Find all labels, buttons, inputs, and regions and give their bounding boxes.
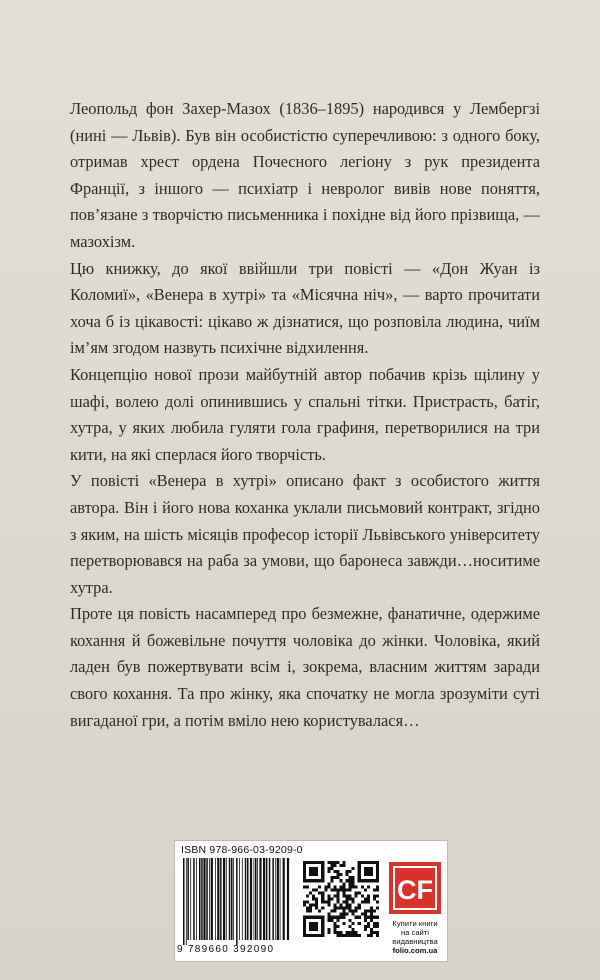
qr-module	[333, 907, 336, 910]
qr-module	[327, 867, 330, 870]
qr-module	[303, 904, 306, 907]
barcode-bar	[245, 858, 247, 940]
qr-module	[330, 864, 333, 867]
qr-module	[333, 870, 336, 873]
qr-module	[327, 919, 330, 922]
barcode-bar	[187, 858, 189, 940]
qr-module	[336, 931, 339, 934]
qr-module	[333, 876, 336, 879]
qr-module	[339, 864, 342, 867]
qr-module	[367, 925, 370, 928]
qr-module	[312, 894, 315, 897]
barcode-bar	[193, 858, 195, 940]
qr-module	[346, 879, 349, 882]
qr-module	[358, 934, 361, 937]
qr-module	[355, 916, 358, 919]
qr-module	[367, 916, 370, 919]
qr-module	[352, 867, 355, 870]
qr-module	[339, 904, 342, 907]
qr-module	[355, 894, 358, 897]
qr-module	[373, 888, 376, 891]
qr-module	[370, 928, 373, 931]
qr-module	[376, 907, 379, 910]
qr-module	[370, 916, 373, 919]
barcode-bar	[186, 858, 187, 945]
qr-module	[333, 885, 336, 888]
qr-module	[373, 910, 376, 913]
qr-module	[349, 934, 352, 937]
qr-module	[364, 910, 367, 913]
barcode-bar	[233, 858, 234, 940]
qr-module	[343, 907, 346, 910]
qr-module	[370, 907, 373, 910]
qr-module	[346, 897, 349, 900]
qr-module	[306, 894, 309, 897]
barcode-bar	[242, 858, 243, 940]
qr-module	[309, 891, 312, 894]
qr-module	[376, 894, 379, 897]
qr-module	[312, 904, 315, 907]
qr-module	[330, 888, 333, 891]
barcode-bar	[199, 858, 201, 940]
qr-module	[336, 897, 339, 900]
blurb-paragraph-3: Концепцію нової прози майбутній автор побачив крізь щілину у шафі, волею долі опинившись у спальні тітки. Пристрасть, батіг, хутра, у яких любила гуляти гола графиня, перетворилися на три кити, на які сперлася його творчість.	[70, 364, 540, 464]
qr-module	[352, 897, 355, 900]
qr-module	[352, 885, 355, 888]
qr-module	[358, 922, 361, 925]
qr-module	[364, 916, 367, 919]
qr-module	[324, 888, 327, 891]
qr-module	[339, 913, 342, 916]
qr-finder	[364, 867, 373, 876]
barcode-bar	[269, 858, 271, 940]
qr-module	[343, 861, 346, 864]
qr-module	[315, 904, 318, 907]
qr-module	[370, 913, 373, 916]
qr-module	[318, 891, 321, 894]
qr-module	[355, 885, 358, 888]
qr-module	[330, 919, 333, 922]
qr-module	[315, 907, 318, 910]
qr-finder	[309, 867, 318, 876]
qr-module	[333, 904, 336, 907]
qr-module	[333, 925, 336, 928]
qr-module	[336, 894, 339, 897]
qr-module	[349, 870, 352, 873]
barcode-bar	[217, 858, 219, 940]
qr-module	[339, 916, 342, 919]
qr-module	[349, 910, 352, 913]
barcode-bar	[196, 858, 197, 940]
qr-module	[343, 888, 346, 891]
qr-module	[349, 931, 352, 934]
qr-module	[376, 925, 379, 928]
qr-module	[367, 910, 370, 913]
barcode-bar	[190, 858, 191, 940]
qr-module	[352, 913, 355, 916]
barcode-bar	[206, 858, 208, 940]
qr-module	[355, 931, 358, 934]
qr-module	[339, 873, 342, 876]
qr-module	[364, 928, 367, 931]
qr-module	[303, 885, 306, 888]
qr-module	[346, 901, 349, 904]
logo-letters: CF	[397, 875, 433, 905]
barcode-digits: 9 789660 392090	[177, 944, 275, 955]
qr-module	[327, 885, 330, 888]
qr-module	[333, 861, 336, 864]
qr-module	[358, 916, 361, 919]
qr-module	[370, 934, 373, 937]
qr-module	[346, 894, 349, 897]
qr-module	[346, 907, 349, 910]
barcode-bar	[223, 858, 225, 940]
qr-module	[346, 888, 349, 891]
qr-module	[349, 894, 352, 897]
isbn-label: ISBN 978-966-03-9209-0	[181, 844, 303, 856]
qr-module	[336, 901, 339, 904]
qr-module	[306, 901, 309, 904]
qr-module	[306, 910, 309, 913]
qr-module	[315, 901, 318, 904]
barcode-bar	[287, 858, 289, 940]
qr-module	[343, 910, 346, 913]
qr-module	[330, 897, 333, 900]
qr-module	[327, 913, 330, 916]
isbn-block	[174, 840, 448, 962]
qr-module	[315, 897, 318, 900]
qr-module	[349, 919, 352, 922]
qr-module	[321, 897, 324, 900]
barcode-bar	[280, 858, 281, 940]
qr-module	[306, 907, 309, 910]
qr-module	[333, 922, 336, 925]
qr-module	[306, 885, 309, 888]
blurb-paragraph-4: У повісті «Венера в хутрі» описано факт з особистого життя автора. Він і його нова коханка уклали письмовий контракт, згідно з яким, на шість місяців професор історії Львівського університету перетворювався на раба за умови, що баронеса завжди…носитиме хутра.	[70, 471, 540, 597]
qr-code-icon	[303, 861, 379, 937]
buy-online-note	[383, 919, 447, 955]
qr-module	[333, 916, 336, 919]
qr-module	[358, 904, 361, 907]
qr-module	[370, 919, 373, 922]
qr-module	[312, 888, 315, 891]
qr-module	[361, 894, 364, 897]
qr-module	[339, 888, 342, 891]
qr-module	[352, 901, 355, 904]
qr-module	[376, 888, 379, 891]
qr-module	[327, 897, 330, 900]
barcode-bar	[236, 858, 238, 945]
qr-module	[309, 907, 312, 910]
barcode-bar	[259, 858, 261, 940]
qr-module	[349, 907, 352, 910]
barcode-bar	[263, 858, 265, 940]
barcode-icon	[181, 858, 293, 945]
qr-module	[343, 864, 346, 867]
qr-module	[336, 916, 339, 919]
qr-module	[327, 901, 330, 904]
blurb-paragraph-2: Цю книжку, до якої ввійшли три повісті — «Дон Жуан із Коломиї», «Венера в хутрі» та «Місячна ніч», — варто прочитати хоча б із цікавості: цікаво ж дізнатися, що розповіла людина, чиїм ім’ям згодом назвуть психічне відхилення.	[70, 258, 540, 358]
qr-module	[343, 885, 346, 888]
publisher-site-link[interactable]: folio.com.ua	[392, 946, 438, 955]
qr-module	[343, 894, 346, 897]
qr-module	[352, 928, 355, 931]
qr-module	[349, 876, 352, 879]
qr-module	[364, 897, 367, 900]
qr-module	[352, 934, 355, 937]
buy-line-2: на сайті	[401, 928, 429, 937]
qr-module	[336, 925, 339, 928]
qr-module	[327, 916, 330, 919]
qr-module	[355, 934, 358, 937]
qr-module	[327, 928, 330, 931]
qr-module	[352, 882, 355, 885]
barcode-bar	[239, 858, 240, 940]
qr-module	[349, 904, 352, 907]
qr-module	[376, 922, 379, 925]
qr-module	[336, 891, 339, 894]
qr-module	[327, 870, 330, 873]
qr-module	[330, 867, 333, 870]
qr-module	[327, 882, 330, 885]
qr-module	[339, 931, 342, 934]
qr-module	[312, 897, 315, 900]
qr-module	[361, 913, 364, 916]
qr-module	[376, 885, 379, 888]
qr-module	[373, 931, 376, 934]
qr-module	[343, 882, 346, 885]
qr-module	[373, 922, 376, 925]
qr-module	[355, 910, 358, 913]
qr-module	[349, 925, 352, 928]
barcode-bar	[250, 858, 252, 940]
blurb-text	[70, 96, 540, 734]
qr-module	[352, 922, 355, 925]
qr-module	[318, 910, 321, 913]
barcode-bar	[255, 858, 257, 940]
qr-module	[318, 885, 321, 888]
qr-module	[330, 876, 333, 879]
qr-module	[352, 876, 355, 879]
qr-module	[324, 885, 327, 888]
barcode-bar	[203, 858, 205, 940]
qr-module	[333, 888, 336, 891]
qr-module	[333, 864, 336, 867]
qr-module	[343, 891, 346, 894]
qr-module	[303, 901, 306, 904]
qr-module	[355, 891, 358, 894]
publisher-logo	[389, 862, 441, 914]
barcode-bar	[254, 858, 255, 940]
qr-module	[333, 931, 336, 934]
qr-module	[330, 861, 333, 864]
qr-module	[309, 904, 312, 907]
qr-module	[346, 870, 349, 873]
qr-module	[364, 888, 367, 891]
qr-module	[336, 873, 339, 876]
qr-module	[330, 879, 333, 882]
qr-module	[370, 910, 373, 913]
qr-module	[355, 907, 358, 910]
qr-module	[336, 888, 339, 891]
qr-module	[358, 907, 361, 910]
qr-module	[333, 928, 336, 931]
barcode-bar	[201, 858, 203, 940]
barcode-bar	[226, 858, 227, 940]
qr-module	[343, 934, 346, 937]
qr-module	[373, 897, 376, 900]
qr-module	[367, 885, 370, 888]
qr-module	[367, 901, 370, 904]
qr-module	[330, 910, 333, 913]
qr-module	[370, 931, 373, 934]
qr-module	[343, 916, 346, 919]
barcode-bar	[277, 858, 279, 940]
qr-module	[336, 861, 339, 864]
barcode-bar	[183, 858, 185, 945]
qr-module	[376, 901, 379, 904]
barcode-bar	[211, 858, 213, 940]
barcode-bar	[220, 858, 222, 940]
qr-finder	[309, 922, 318, 931]
qr-module	[339, 885, 342, 888]
qr-module	[376, 931, 379, 934]
qr-module	[324, 901, 327, 904]
barcode-bar	[257, 858, 258, 940]
barcode-bar	[283, 858, 285, 940]
qr-module	[364, 919, 367, 922]
barcode-bar	[266, 858, 268, 940]
qr-module	[327, 894, 330, 897]
qr-module	[367, 934, 370, 937]
qr-module	[349, 888, 352, 891]
qr-module	[336, 934, 339, 937]
qr-module	[343, 913, 346, 916]
qr-module	[327, 931, 330, 934]
qr-module	[349, 897, 352, 900]
barcode-bar	[275, 858, 276, 940]
qr-module	[315, 888, 318, 891]
qr-module	[361, 901, 364, 904]
qr-module	[364, 901, 367, 904]
qr-module	[373, 916, 376, 919]
qr-module	[336, 870, 339, 873]
barcode-bar	[209, 858, 210, 940]
qr-module	[349, 882, 352, 885]
qr-module	[339, 907, 342, 910]
qr-module	[346, 934, 349, 937]
barcode-bar	[272, 858, 274, 940]
blurb-paragraph-1: Леопольд фон Захер-Мазох (1836–1895) народився у Лембергзі (нині — Львів). Був він особистістю суперечливою: з одного боку, отримав хрест ордена Почесного легіону з рук президента Франції, з іншого — психіатр і невролог вивів нове поняття, пов’язане з творчістю письменника і похідне від його прізвища, — мазохізм.	[70, 99, 540, 251]
qr-module	[352, 879, 355, 882]
qr-module	[367, 922, 370, 925]
qr-module	[336, 876, 339, 879]
buy-line-1: Купити книги	[392, 919, 438, 928]
qr-module	[373, 925, 376, 928]
blurb-paragraph-5: Проте ця повість насамперед про безмежне, фанатичне, одержиме кохання й божевільне почуття чоловіка до жінки. Чоловіка, який ладен був пожертвувати всім і, зокрема, власним життям заради свого кохання. Та про жінку, яка спочатку не могла зрозуміти суті вигаданої гри, а потім вміло нею користувалася…	[70, 604, 540, 730]
qr-module	[343, 901, 346, 904]
qr-module	[336, 919, 339, 922]
qr-module	[364, 925, 367, 928]
qr-module	[367, 894, 370, 897]
qr-module	[333, 910, 336, 913]
barcode-bar	[231, 858, 233, 940]
qr-module	[346, 931, 349, 934]
qr-module	[327, 861, 330, 864]
qr-module	[376, 916, 379, 919]
qr-module	[367, 897, 370, 900]
qr-module	[339, 934, 342, 937]
barcode-bar	[247, 858, 249, 940]
qr-module	[346, 873, 349, 876]
qr-module	[309, 910, 312, 913]
qr-module	[333, 894, 336, 897]
qr-module	[358, 891, 361, 894]
qr-module	[364, 913, 367, 916]
qr-module	[346, 904, 349, 907]
qr-module	[346, 913, 349, 916]
qr-module	[349, 879, 352, 882]
qr-module	[376, 934, 379, 937]
qr-module	[321, 901, 324, 904]
barcode-bar	[229, 858, 231, 940]
qr-module	[330, 916, 333, 919]
barcode-bar	[215, 858, 216, 940]
qr-module	[349, 885, 352, 888]
qr-module	[373, 894, 376, 897]
qr-module	[327, 904, 330, 907]
buy-line-3: видавництва	[392, 937, 438, 946]
qr-module	[339, 879, 342, 882]
qr-module	[361, 885, 364, 888]
qr-module	[321, 894, 324, 897]
qr-module	[336, 907, 339, 910]
qr-module	[352, 931, 355, 934]
qr-module	[321, 907, 324, 910]
qr-module	[352, 910, 355, 913]
qr-module	[343, 922, 346, 925]
qr-module	[321, 891, 324, 894]
